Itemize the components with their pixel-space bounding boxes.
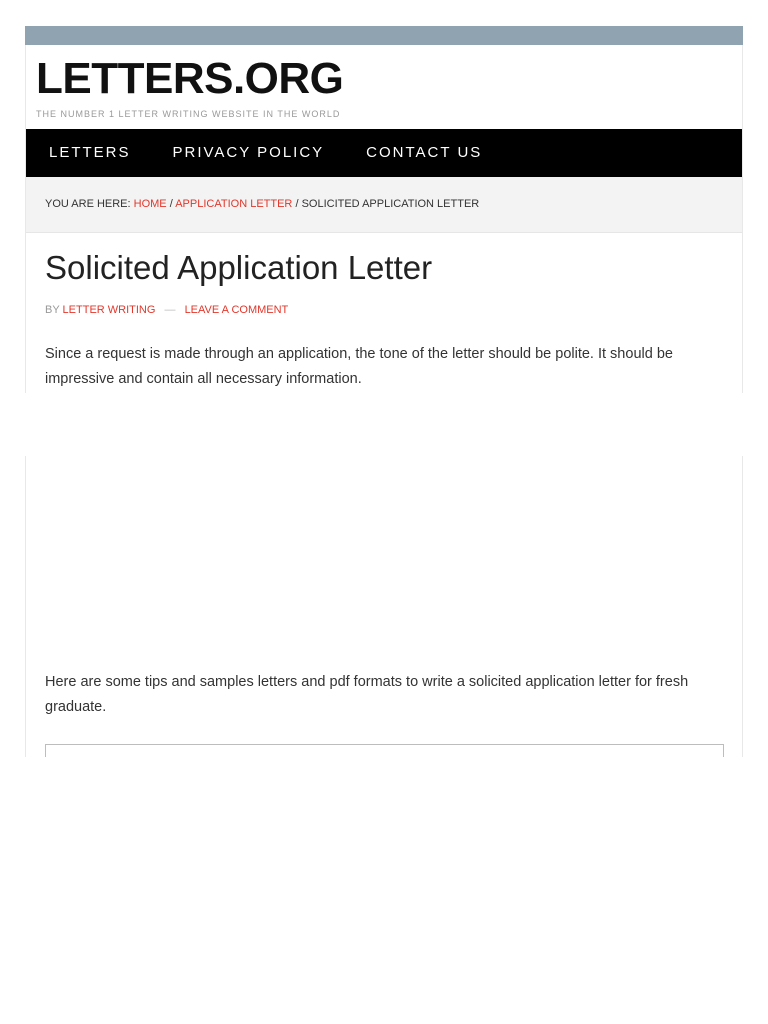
meta-by-label: BY	[45, 304, 60, 316]
top-accent-bar	[25, 26, 743, 45]
breadcrumb-separator: /	[295, 198, 299, 210]
breadcrumb-home-link[interactable]: HOME	[133, 198, 167, 210]
article-paragraph: Here are some tips and samples letters and pdf formats to write a solicited application letter for fresh graduate.	[45, 674, 689, 715]
nav-item-letters[interactable]: LETTERS	[49, 144, 131, 161]
nav-item-contact-us[interactable]: CONTACT US	[366, 144, 483, 161]
site-header	[26, 45, 742, 129]
meta-separator: —	[164, 304, 176, 316]
breadcrumb-category-link[interactable]: APPLICATION LETTER	[175, 198, 293, 210]
breadcrumb-separator: /	[169, 198, 173, 210]
primary-nav	[26, 129, 742, 177]
author-link[interactable]: LETTER WRITING	[62, 304, 156, 316]
breadcrumb-prefix: YOU ARE HERE:	[45, 198, 131, 210]
site-container	[25, 45, 743, 757]
article-meta	[45, 304, 288, 316]
article-title: Solicited Application Letter	[45, 249, 433, 286]
site-title[interactable]: LETTERS.ORG	[36, 54, 344, 103]
site-tagline: THE NUMBER 1 LETTER WRITING WEBSITE IN THE WORLD	[36, 109, 341, 119]
breadcrumb-current: SOLICITED APPLICATION LETTER	[301, 198, 480, 210]
ad-space	[25, 393, 743, 456]
content-box	[45, 744, 724, 757]
breadcrumb-bar	[26, 177, 742, 233]
breadcrumb	[45, 198, 479, 210]
leave-comment-link[interactable]: LEAVE A COMMENT	[184, 304, 289, 316]
nav-item-privacy-policy[interactable]: PRIVACY POLICY	[172, 144, 325, 161]
article-paragraph: Since a request is made through an application, the tone of the letter should be polite. It should be impressive and contain all necessary information.	[45, 346, 673, 387]
